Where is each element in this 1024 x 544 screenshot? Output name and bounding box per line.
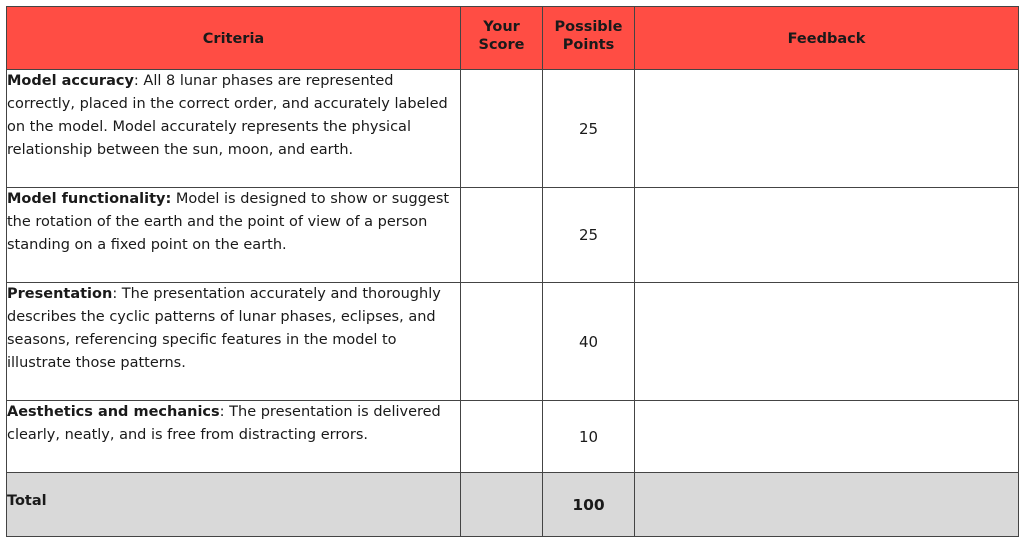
criteria-separator: : <box>133 73 139 89</box>
criteria-description: The presentation is delivered clearly, neatly, and is free from distracting errors. <box>7 404 441 443</box>
your-score-cell[interactable] <box>461 188 543 283</box>
header-criteria: Criteria <box>7 7 461 70</box>
total-points-cell: 100 <box>543 473 635 537</box>
header-row <box>7 7 1019 70</box>
possible-points-cell: 10 <box>543 401 635 473</box>
criteria-cell <box>7 283 461 401</box>
criteria-description: The presentation accurately and thoroughly describes the cyclic patterns of lunar phases, eclipses, and seasons, referencing specific features in the model to illustrate those patterns. <box>7 286 441 371</box>
your-score-cell[interactable] <box>461 70 543 188</box>
table-row <box>7 70 1019 188</box>
header-score-line1: Your <box>483 19 520 35</box>
feedback-cell[interactable] <box>635 188 1019 283</box>
criteria-cell <box>7 188 461 283</box>
criteria-cell <box>7 401 461 473</box>
header-your-score <box>461 7 543 70</box>
criteria-description: Model is designed to show or suggest the rotation of the earth and the point of view of a person standing on a fixed point on the earth. <box>7 191 450 253</box>
header-points-line1: Possible <box>554 19 623 35</box>
header-points-line2: Points <box>562 37 615 53</box>
total-label: Total <box>7 492 47 509</box>
total-label-cell <box>7 473 461 537</box>
total-score-cell[interactable] <box>461 473 543 537</box>
possible-points-cell: 40 <box>543 283 635 401</box>
your-score-cell[interactable] <box>461 401 543 473</box>
table-row <box>7 401 1019 473</box>
header-feedback: Feedback <box>635 7 1019 70</box>
criteria-description: All 8 lunar phases are represented correctly, placed in the correct order, and accurately labeled on the model. Model accurately represents the physical relationship between the sun, moon, and earth. <box>7 73 448 158</box>
criteria-title: Aesthetics and mechanics <box>7 404 220 420</box>
criteria-title: Model functionality: <box>7 191 172 207</box>
possible-points-cell: 25 <box>543 188 635 283</box>
criteria-title: Presentation <box>7 286 113 302</box>
table-row <box>7 188 1019 283</box>
feedback-cell[interactable] <box>635 401 1019 473</box>
table-row <box>7 283 1019 401</box>
total-feedback-cell[interactable] <box>635 473 1019 537</box>
your-score-cell[interactable] <box>461 283 543 401</box>
feedback-cell[interactable] <box>635 70 1019 188</box>
header-possible-points <box>543 7 635 70</box>
total-row <box>7 473 1019 537</box>
feedback-cell[interactable] <box>635 283 1019 401</box>
rubric-table <box>6 6 1019 537</box>
header-score-line2: Score <box>478 37 525 53</box>
criteria-separator: : <box>219 404 225 420</box>
criteria-title: Model accuracy <box>7 73 134 89</box>
possible-points-cell: 25 <box>543 70 635 188</box>
criteria-separator: : <box>112 286 118 302</box>
criteria-cell <box>7 70 461 188</box>
